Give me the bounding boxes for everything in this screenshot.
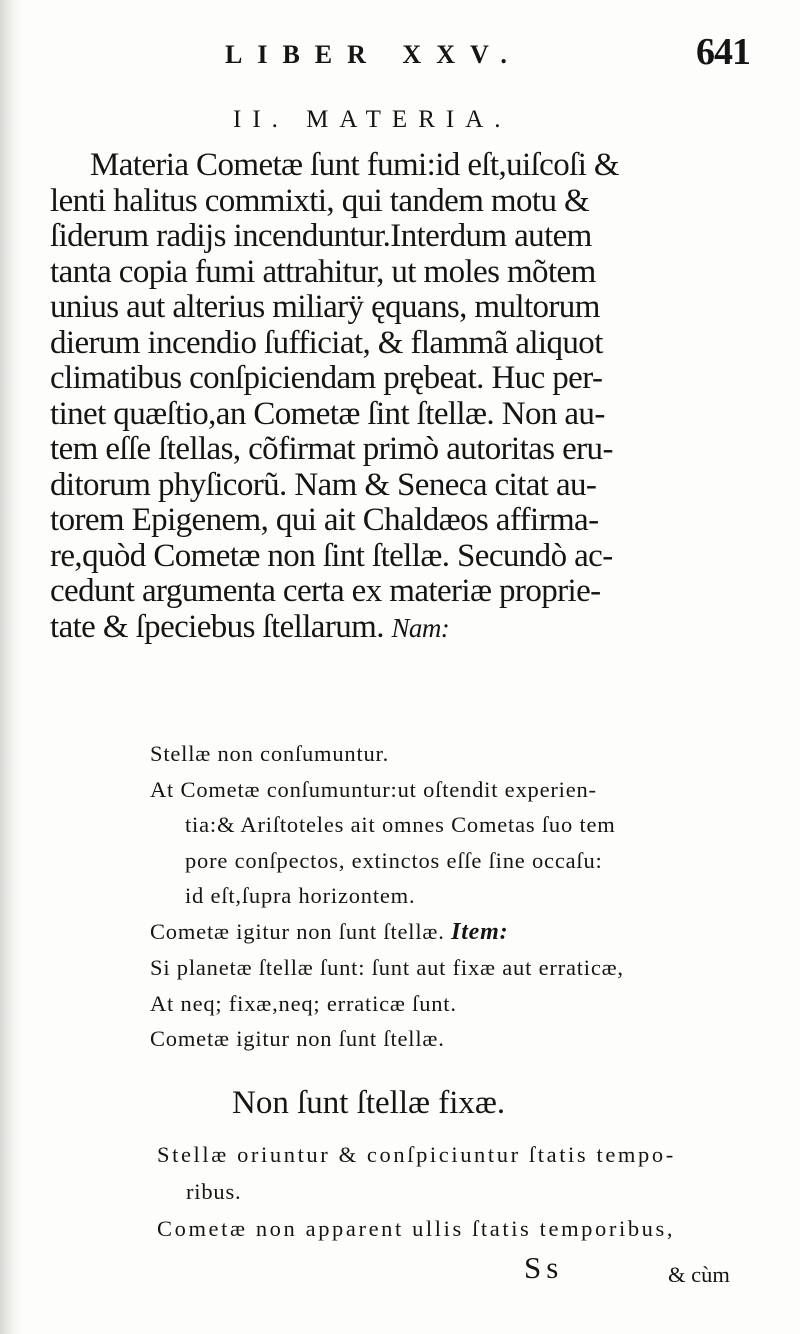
syllogism-line: Cometæ igitur non ſunt ſtellæ. [150, 1026, 445, 1051]
body-line: tinet quæſtio,an Cometæ ſint ſtellæ. Non au- [50, 395, 605, 432]
syllogism-line: At Cometæ conſumuntur:ut oſtendit experien- [150, 776, 597, 802]
subheading: Non ſunt ſtellæ fixæ. [232, 1085, 506, 1121]
syllogism-line: ribus. [186, 1179, 242, 1204]
body-paragraph [50, 148, 760, 646]
body-line: tem eſſe ſtellas, cõfirmat primò autoritas eru- [50, 431, 613, 467]
syllogism-line: Cometæ non apparent ullis ſtatis temporibus, [157, 1216, 676, 1241]
body-line: Materia Cometæ ſunt fumi:id eſt,uiſcoſi & [90, 147, 619, 183]
gutter-shadow [0, 0, 22, 1334]
syllogism-line: Stellæ non conſumuntur. [150, 741, 390, 766]
body-line: cedunt argumenta certa ex materiæ proprie- [50, 573, 601, 609]
body-line: re,quòd Cometæ non ſint ſtellæ. Secundò ac- [50, 537, 613, 574]
body-line: torem Epigenem, qui ait Chaldæos affirma- [50, 502, 599, 538]
body-line: ſiderum radijs incenduntur.Interdum autem [50, 218, 592, 254]
catchword: & cùm [668, 1262, 730, 1287]
running-title: LIBER XXV. [225, 40, 522, 69]
syllogism-block [157, 1136, 777, 1247]
page-number: 641 [696, 31, 750, 73]
syllogism-block [150, 736, 770, 1057]
body-line: climatibus conſpiciendam prębeat. Huc per- [50, 360, 603, 396]
body-line-label: Nam: [391, 612, 450, 643]
syllogism-line: Stellæ oriuntur & conſpiciuntur ſtatis tempo- [157, 1142, 676, 1167]
syllogism-line: Si planetæ ſtellæ ſunt: ſunt aut fixæ aut erraticæ, [150, 955, 624, 980]
section-heading: II. MATERIA. [233, 106, 512, 133]
body-line: dierum incendio ſufficiat, & flammã aliquot [50, 324, 603, 361]
body-line: ditorum phyſicorũ. Nam & Seneca citat au- [50, 466, 597, 503]
syllogism-line: tia:& Ariſtoteles ait omnes Cometas ſuo tem [185, 812, 616, 837]
syllogism-conclusion [150, 914, 770, 951]
body-line: lenti halitus commixti, qui tandem motu & [50, 182, 590, 219]
syllogism-line: At neq; fixæ,neq; erraticæ ſunt. [150, 990, 457, 1016]
body-line-text: tate & ſpeciebus ſtellarum. [50, 608, 384, 645]
syllogism-line: pore conſpectos, extinctos eſſe ſine occaſu: [185, 847, 603, 873]
syllogism-conclusion-label: Item: [451, 918, 509, 945]
body-last-line [50, 610, 760, 647]
signature-mark: Ss [524, 1250, 564, 1285]
body-line: unius aut alterius miliarÿ ęquans, multorum [50, 289, 600, 325]
syllogism-line: id eſt,ſupra horizontem. [185, 883, 416, 908]
syllogism-conclusion-text: Cometæ igitur non ſunt ſtellæ. [150, 918, 445, 944]
body-line: tanta copia fumi attrahitur, ut moles mõtem [50, 253, 596, 290]
